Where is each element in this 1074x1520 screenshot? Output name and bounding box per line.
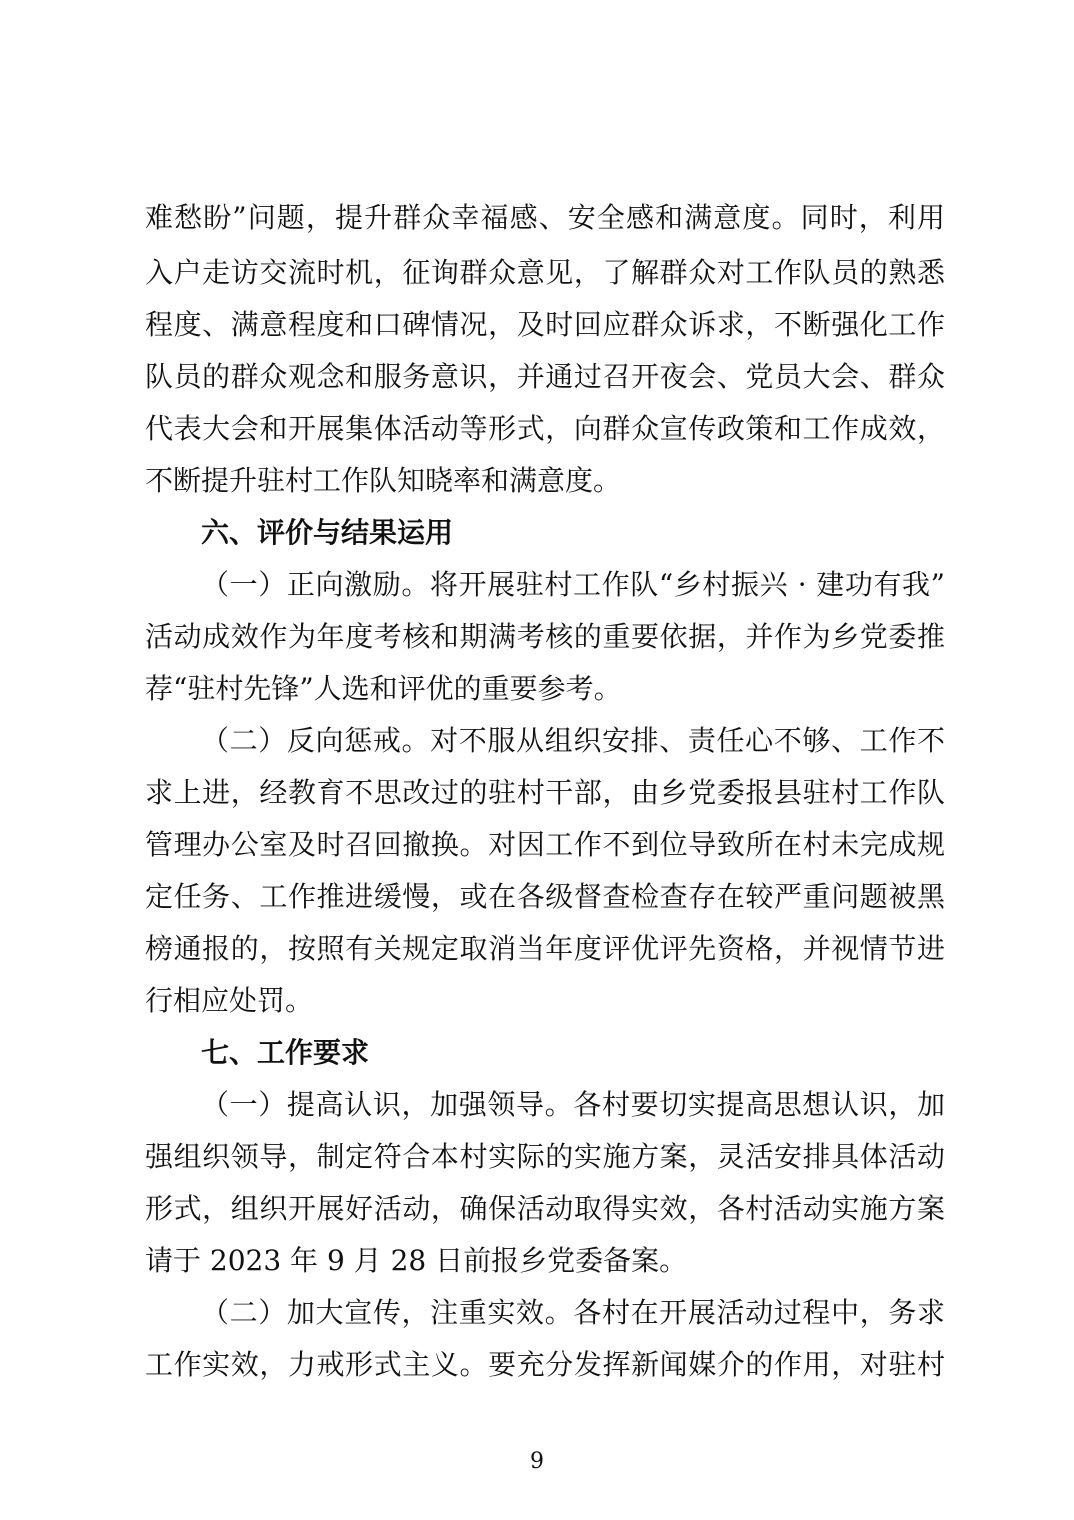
paragraph-first-line: （一）正向激励。将开展驻村工作队“乡村振兴 · 建功有我” [201,568,945,601]
body-text-line: 难愁盼”问题，提升群众幸福感、安全感和满意度。同时，利用 [145,201,945,234]
body-text-line: 入户走访交流时机，征询群众意见，了解群众对工作队员的熟悉 [145,256,945,289]
body-text-line: 管理办公室及时召回撤换。对因工作不到位导致所在村未完成规 [145,828,945,861]
section-heading-six: 六、评价与结果运用 [201,516,454,549]
paragraph-first-line: （二）反向惩戒。对不服从组织安排、责任心不够、工作不 [201,724,945,757]
body-text-line: 工作实效，力戒形式主义。要充分发挥新闻媒介的作用，对驻村 [145,1348,945,1381]
body-text-line: 队员的群众观念和服务意识，并通过召开夜会、党员大会、群众 [145,360,945,393]
page-number: 9 [530,1449,544,1474]
body-text-line: 请于 2023 年 9 月 28 日前报乡党委备案。 [145,1244,688,1277]
body-text-line: 形式，组织开展好活动，确保活动取得实效，各村活动实施方案 [145,1192,945,1225]
body-text-line: 定任务、工作推进缓慢，或在各级督查检查存在较严重问题被黑 [145,880,945,913]
body-text-line: 活动成效作为年度考核和期满考核的重要依据，并作为乡党委推 [145,620,945,653]
body-text-line: 行相应处罚。 [145,984,314,1017]
body-text-line: 强组织领导，制定符合本村实际的实施方案，灵活安排具体活动 [145,1140,945,1173]
body-text-line: 荐“驻村先锋”人选和评优的重要参考。 [145,672,622,705]
body-text-line: 不断提升驻村工作队知晓率和满意度。 [145,464,622,497]
paragraph-first-line: （一）提高认识，加强领导。各村要切实提高思想认识，加 [201,1088,945,1121]
body-text-line: 榜通报的，按照有关规定取消当年度评优评先资格，并视情节进 [145,932,945,965]
paragraph-first-line: （二）加大宣传，注重实效。各村在开展活动过程中，务求 [201,1296,945,1329]
body-text-line: 代表大会和开展集体活动等形式，向群众宣传政策和工作成效， [145,412,945,445]
section-heading-seven: 七、工作要求 [201,1036,370,1069]
body-text-line: 程度、满意程度和口碑情况，及时回应群众诉求，不断强化工作 [145,308,945,341]
body-text-line: 求上进，经教育不思改过的驻村干部，由乡党委报县驻村工作队 [145,776,945,809]
